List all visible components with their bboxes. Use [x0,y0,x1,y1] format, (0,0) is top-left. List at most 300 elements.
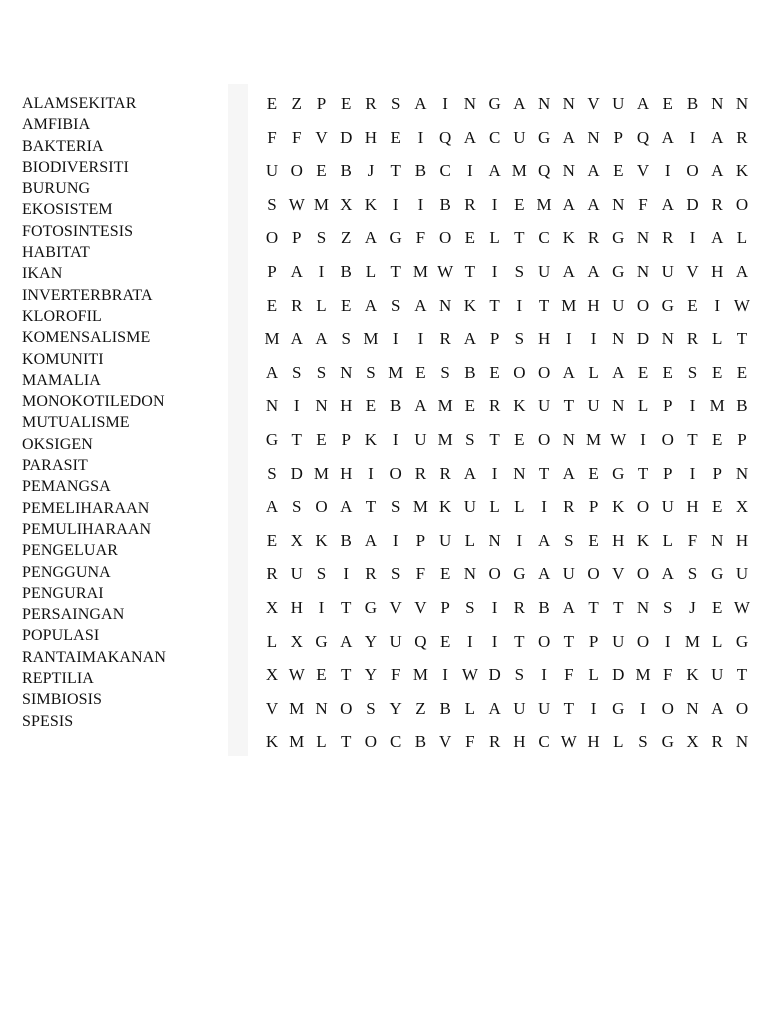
word-list-item: PARASIT [22,457,88,475]
word-list-item: PENGURAI [22,584,104,602]
grid-letter: O [636,631,650,651]
grid-letter: E [464,228,476,248]
grid-letter: S [514,665,525,685]
grid-letter: Q [636,127,650,147]
grid-letter: N [562,94,575,113]
grid-letter: A [463,127,477,147]
grid-letter: T [514,631,525,651]
grid-letter: N [686,698,699,718]
grid-letter: I [392,194,399,214]
grid-letter: M [437,429,453,449]
grid-letter: O [537,429,551,449]
grid-letter: P [415,530,426,550]
grid-letter: G [389,228,402,248]
grid-letter: C [488,127,501,147]
grid-letter: R [711,194,723,214]
grid-letter: A [562,597,575,617]
word-list-item: REPTILIA [22,670,94,688]
grid-letter: E [365,396,377,416]
grid-letter: T [489,429,500,449]
grid-letter: O [513,362,526,382]
grid-letter: I [689,463,696,483]
grid-letter: G [735,631,749,651]
grid-letter: D [488,665,501,685]
word-list-item: IKAN [22,265,63,283]
grid-letter: N [537,94,551,113]
grid-letter: H [537,329,551,349]
grid-letter: A [636,94,650,113]
grid-letter: H [340,463,353,483]
grid-letter: G [612,698,625,718]
grid-letter: I [516,295,523,315]
grid-letter: I [392,329,399,349]
grid-letter: G [537,127,551,147]
grid-letter: C [390,732,402,752]
grid-row [262,490,752,524]
grid-letter: T [390,261,401,281]
grid-letter: H [364,127,378,147]
grid-row [262,289,752,323]
grid-letter: I [689,396,696,416]
grid-letter: Z [291,94,302,113]
grid-letter: O [735,194,749,214]
grid-letter: I [392,429,399,449]
grid-letter: Z [415,698,426,718]
grid-letter: L [365,261,377,281]
grid-letter: I [689,127,696,147]
grid-letter: M [388,362,404,382]
grid-letter: O [488,564,501,584]
grid-letter: A [537,564,551,584]
word-list-item: INVERTERBRATA [22,286,153,304]
grid-letter: A [711,228,724,248]
grid-row [262,591,752,625]
grid-letter: L [316,732,327,752]
grid-letter: W [461,665,478,685]
grid-letter: O [661,429,674,449]
grid-letter: I [417,329,424,349]
grid-row [262,423,752,457]
grid-letter: O [389,463,402,483]
grid-letter: E [588,530,599,550]
grid-letter: X [290,631,303,651]
grid-letter: G [661,732,674,752]
grid-letter: W [288,194,305,214]
word-list-item: BURUNG [22,180,91,198]
grid-letter: W [437,261,454,281]
grid-letter: I [343,564,350,584]
grid-letter: N [711,530,724,550]
grid-letter: E [489,362,500,382]
grid-letter: S [465,597,475,617]
grid-letter: F [638,194,648,214]
grid-letter: I [467,161,473,181]
grid-letter: Q [414,631,427,651]
grid-letter: T [538,295,550,315]
grid-letter: M [313,194,330,214]
grid-letter: S [316,564,327,584]
grid-letter: G [612,228,625,248]
grid-letter: E [464,396,476,416]
grid-letter: G [661,295,674,315]
grid-letter: K [612,497,625,517]
grid-letter: N [735,94,749,113]
grid-letter: A [414,295,427,315]
grid-letter: R [414,463,427,483]
grid-letter: L [464,698,476,718]
grid-letter: I [664,631,671,651]
grid-letter: N [587,127,600,147]
grid-letter: K [265,732,279,752]
grid-letter: U [612,295,625,315]
grid-letter: I [541,497,547,517]
grid-letter: O [265,228,279,248]
grid-letter: N [735,463,749,483]
grid-letter: K [735,161,749,181]
grid-letter: E [637,362,649,382]
grid-letter: F [663,665,673,685]
grid-letter: N [488,530,501,550]
grid-letter: R [587,228,600,248]
grid-letter: R [365,94,377,113]
grid-letter: E [712,362,723,382]
grid-letter: U [463,497,477,517]
grid-row [262,322,752,356]
grid-letter: A [711,698,724,718]
grid-letter: R [464,194,476,214]
grid-letter: V [612,564,625,584]
grid-letter: S [390,564,401,584]
grid-letter: T [365,497,377,517]
grid-letter: V [315,127,328,147]
grid-letter: L [588,362,599,382]
grid-letter: X [340,194,353,214]
grid-letter: W [733,597,750,617]
grid-letter: T [736,665,748,685]
grid-letter: G [488,94,501,113]
grid-letter: Y [364,665,378,685]
grid-letter: M [709,396,725,416]
grid-letter: L [489,228,500,248]
grid-row [262,221,752,255]
grid-letter: S [390,497,401,517]
grid-letter: N [463,564,477,584]
grid-letter: L [736,228,748,248]
grid-letter: A [315,329,328,349]
grid-letter: N [612,194,625,214]
word-list-item: PENGGUNA [22,563,111,581]
grid-letter: T [687,429,698,449]
grid-letter: E [736,362,748,382]
grid-letter: K [364,429,378,449]
grid-letter: A [661,194,674,214]
grid-letter: N [636,597,650,617]
grid-letter: R [513,597,526,617]
grid-letter: E [439,631,451,651]
grid-letter: S [465,429,475,449]
grid-letter: V [265,698,279,718]
grid-letter: I [516,530,523,550]
grid-letter: T [588,597,599,617]
grid-letter: N [265,396,279,416]
grid-letter: G [364,597,378,617]
grid-letter: K [439,497,452,517]
grid-letter: M [412,261,428,281]
word-list-item: RANTAIMAKANAN [22,648,167,666]
grid-letter: E [266,295,278,315]
grid-letter: A [364,228,378,248]
grid-letter: P [267,261,277,281]
grid-letter: S [267,463,277,483]
word-list-item: KLOROFIL [22,307,102,325]
grid-letter: E [712,429,723,449]
grid-letter: U [513,127,526,147]
grid-letter: N [340,362,353,382]
grid-letter: U [290,564,303,584]
grid-letter: T [390,161,401,181]
grid-letter: A [364,530,378,550]
grid-letter: F [415,564,426,584]
grid-letter: R [686,329,699,349]
grid-letter: A [661,564,674,584]
grid-letter: I [368,463,374,483]
word-list-item: SIMBIOSIS [22,691,103,709]
grid-letter: A [364,295,378,315]
grid-letter: F [465,732,475,752]
grid-letter: E [316,665,327,685]
grid-letter: J [367,161,375,181]
grid-letter: F [564,665,574,685]
grid-letter: I [590,698,597,718]
grid-letter: S [316,228,327,248]
grid-letter: T [291,429,302,449]
grid-letter: A [562,261,575,281]
grid-letter: R [563,497,575,517]
grid-letter: Y [364,631,378,651]
grid-letter: H [290,597,303,617]
grid-letter: R [439,463,451,483]
grid-letter: A [587,161,600,181]
grid-letter: K [686,665,699,685]
grid-letter: U [265,161,279,181]
grid-letter: U [587,396,600,416]
grid-letter: T [514,228,525,248]
grid-letter: S [687,362,698,382]
grid-letter: B [736,396,748,416]
word-list-item: AMFIBIA [22,116,91,134]
grid-letter: L [489,497,500,517]
grid-letter: F [687,530,698,550]
grid-letter: I [640,698,646,718]
grid-letter: S [440,362,450,382]
word-list-item: PEMULIHARAAN [22,520,152,538]
grid-letter: A [414,94,427,113]
grid-letter: M [363,329,379,349]
grid-letter: O [537,362,551,382]
grid-letter: S [514,329,525,349]
grid-letter: O [537,631,551,651]
grid-letter: N [562,161,575,181]
grid-letter: O [439,228,452,248]
grid-letter: D [636,329,650,349]
grid-row [262,524,752,558]
grid-letter: L [588,665,599,685]
grid-letter: M [289,698,305,718]
grid-letter: E [588,463,599,483]
grid-letter: E [266,530,278,550]
grid-row [262,625,752,659]
grid-letter: A [587,194,600,214]
grid-letter: P [712,463,722,483]
grid-letter: T [736,329,748,349]
grid-letter: T [613,597,624,617]
grid-letter: X [265,597,279,617]
grid-letter: Y [389,698,402,718]
grid-letter: P [440,597,450,617]
grid-letter: G [612,261,625,281]
grid-letter: A [290,329,303,349]
grid-letter: U [537,396,551,416]
grid-letter: I [467,631,473,651]
grid-letter: N [636,261,650,281]
grid-letter: G [315,631,328,651]
grid-letter: A [562,127,575,147]
grid-letter: L [712,631,723,651]
grid-letter: O [686,161,699,181]
grid-letter: L [712,329,723,349]
grid-letter: T [563,631,574,651]
grid-letter: E [712,497,723,517]
grid-letter: M [412,665,428,685]
grid-letter: B [340,161,352,181]
grid-letter: S [366,698,376,718]
word-list-item: MAMALIA [22,371,101,389]
grid-letter: G [612,463,625,483]
grid-letter: H [587,732,600,752]
grid-letter: D [290,463,303,483]
grid-letter: E [712,597,723,617]
grid-letter: A [562,463,575,483]
grid-letter: O [636,497,650,517]
grid-letter: K [562,228,575,248]
grid-letter: H [513,732,526,752]
grid-letter: P [489,329,500,349]
word-list-item: FOTOSINTESIS [22,222,134,240]
grid-letter: F [415,228,426,248]
grid-letter: O [661,698,674,718]
grid-letter: I [565,329,572,349]
grid-letter: N [636,228,650,248]
grid-letter: G [265,429,279,449]
grid-row [262,121,752,155]
grid-letter: C [538,732,550,752]
grid-row [262,692,752,726]
word-list-item: PENGELUAR [22,542,119,560]
grid-letter: V [439,732,452,752]
grid-letter: N [612,396,625,416]
grid-letter: M [536,194,552,214]
grid-letter: N [711,94,724,113]
grid-letter: A [562,194,575,214]
grid-letter: S [366,362,376,382]
grid-letter: S [687,564,698,584]
word-list-item: OKSIGEN [22,435,93,453]
grid-row [262,725,752,759]
grid-letter: N [315,698,328,718]
word-list-item: KOMENSALISME [22,329,151,347]
grid-letter: B [439,698,451,718]
grid-letter: N [661,329,674,349]
grid-letter: E [687,295,698,315]
grid-letter: A [463,463,477,483]
grid-letter: S [390,94,401,113]
grid-letter: P [588,497,599,517]
grid-letter: K [315,530,328,550]
grid-letter: F [390,665,401,685]
grid-letter: P [663,396,673,416]
grid-letter: T [341,665,352,685]
grid-letter: S [341,329,351,349]
grid-letter: M [289,732,305,752]
grid-letter: N [562,429,575,449]
grid-letter: B [538,597,550,617]
grid-letter: T [464,261,476,281]
grid-letter: R [488,732,501,752]
grid-letter: U [661,497,674,517]
grid-letter: B [414,732,427,752]
grid-letter: K [636,530,650,550]
grid-letter: E [439,564,451,584]
grid-letter: R [488,396,501,416]
grid-letter: T [538,463,550,483]
grid-letter: I [590,329,597,349]
letter-grid [262,87,752,759]
grid-letter: A [488,698,501,718]
grid-letter: J [689,597,696,617]
grid-letter: A [711,127,724,147]
grid-letter: I [491,261,498,281]
grid-letter: O [315,497,328,517]
word-list-item: ALAMSEKITAR [22,95,137,112]
word-list-item: PEMANGSA [22,478,111,496]
grid-letter: X [265,665,279,685]
grid-letter: A [340,631,353,651]
word-list-item: SPESIS [22,712,74,730]
grid-letter: U [513,698,526,718]
grid-letter: K [364,194,378,214]
grid-letter: I [640,429,646,449]
grid-letter: H [340,396,353,416]
grid-letter: U [389,631,402,651]
grid-row [262,457,752,491]
grid-letter: A [488,161,501,181]
grid-letter: E [341,94,352,113]
grid-letter: I [491,631,498,651]
grid-letter: M [585,429,602,449]
grid-letter: L [662,530,673,550]
grid-letter: S [316,362,327,382]
grid-letter: P [613,127,624,147]
grid-letter: U [562,564,575,584]
grid-letter: U [711,665,724,685]
grid-letter: E [613,161,624,181]
grid-letter: R [736,127,748,147]
grid-letter: U [439,530,452,550]
grid-letter: U [537,698,551,718]
word-list-item: POPULASI [22,627,100,645]
grid-letter: L [514,497,525,517]
grid-letter: T [489,295,500,315]
